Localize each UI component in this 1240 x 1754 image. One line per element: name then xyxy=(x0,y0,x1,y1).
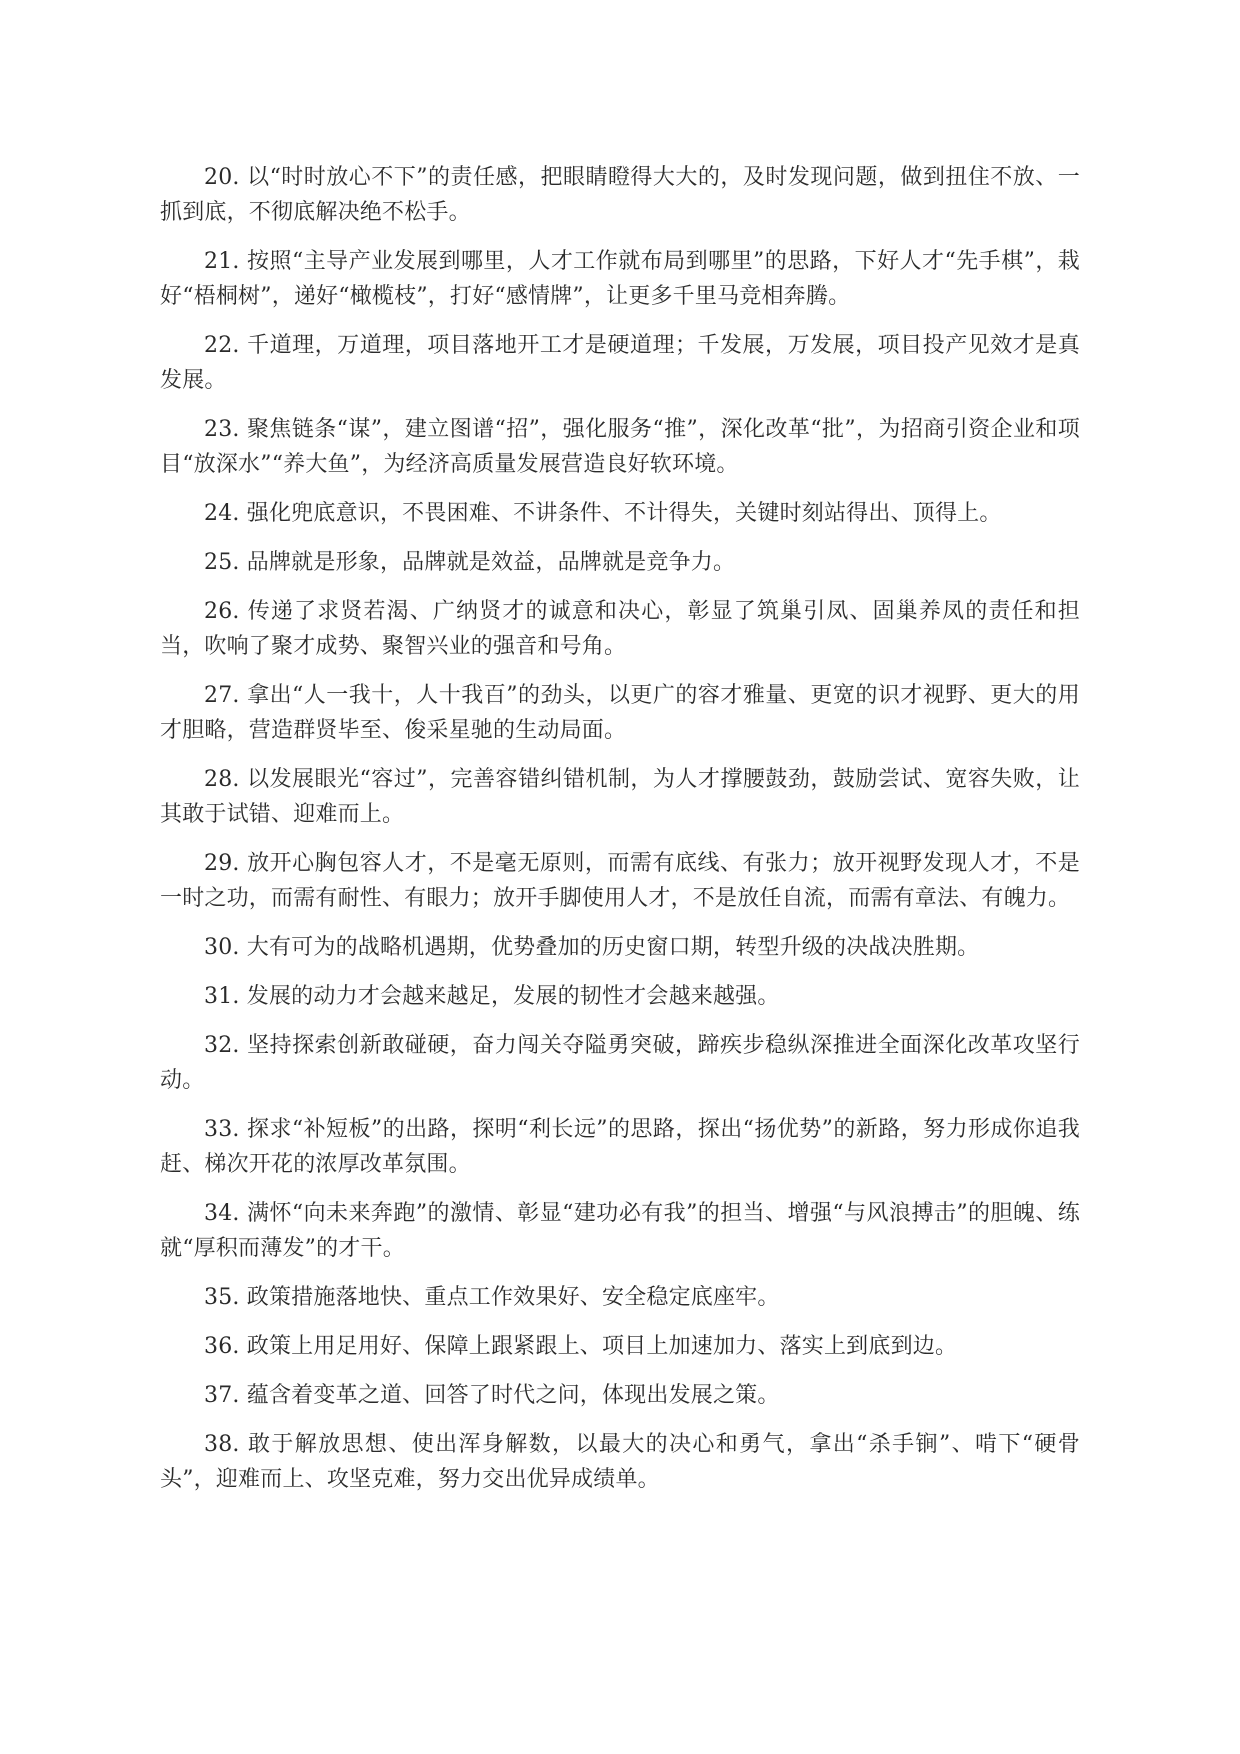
paragraph-29: 29. 放开心胸包容人才，不是毫无原则，而需有底线、有张力；放开视野发现人才，不是一时之功，而需有耐性、有眼力；放开手脚使用人才，不是放任自流，而需有章法、有魄力。 xyxy=(160,851,1080,911)
paragraph-21: 21. 按照“主导产业发展到哪里，人才工作就布局到哪里”的思路，下好人才“先手棋”，栽好“梧桐树”，递好“橄榄枝”，打好“感情牌”，让更多千里马竞相奔腾。 xyxy=(160,249,1080,309)
paragraph-20: 20. 以“时时放心不下”的责任感，把眼睛瞪得大大的，及时发现问题，做到扭住不放、一抓到底，不彻底解决绝不松手。 xyxy=(160,165,1080,225)
paragraph-37: 37. 蕴含着变革之道、回答了时代之问，体现出发展之策。 xyxy=(204,1383,780,1408)
paragraph-36: 36. 政策上用足用好、保障上跟紧跟上、项目上加速加力、落实上到底到边。 xyxy=(204,1334,958,1359)
paragraph-33: 33. 探求“补短板”的出路，探明“利长远”的思路，探出“扬优势”的新路，努力形成你追我赶、梯次开花的浓厚改革氛围。 xyxy=(160,1117,1080,1177)
paragraph-25: 25. 品牌就是形象，品牌就是效益，品牌就是竞争力。 xyxy=(204,550,736,575)
paragraph-35: 35. 政策措施落地快、重点工作效果好、安全稳定底座牢。 xyxy=(204,1285,780,1310)
paragraph-31: 31. 发展的动力才会越来越足，发展的韧性才会越来越强。 xyxy=(204,984,780,1009)
document-page xyxy=(160,160,1080,1511)
paragraph-23: 23. 聚焦链条“谋”，建立图谱“招”，强化服务“推”，深化改革“批”，为招商引资企业和项目“放深水”“养大鱼”，为经济高质量发展营造良好软环境。 xyxy=(160,417,1080,477)
paragraph-34: 34. 满怀“向未来奔跑”的激情、彰显“建功必有我”的担当、增强“与风浪搏击”的胆魄、练就“厚积而薄发”的才干。 xyxy=(160,1201,1080,1261)
paragraph-22: 22. 千道理，万道理，项目落地开工才是硬道理；千发展，万发展，项目投产见效才是真发展。 xyxy=(160,333,1080,393)
paragraph-27: 27. 拿出“人一我十，人十我百”的劲头，以更广的容才雅量、更宽的识才视野、更大的用才胆略，营造群贤毕至、俊采星驰的生动局面。 xyxy=(160,683,1080,743)
paragraph-24: 24. 强化兜底意识，不畏困难、不讲条件、不计得失，关键时刻站得出、顶得上。 xyxy=(204,501,1002,526)
paragraph-28: 28. 以发展眼光“容过”，完善容错纠错机制，为人才撑腰鼓劲，鼓励尝试、宽容失败，让其敢于试错、迎难而上。 xyxy=(160,767,1080,827)
paragraph-30: 30. 大有可为的战略机遇期，优势叠加的历史窗口期，转型升级的决战决胜期。 xyxy=(204,935,980,960)
paragraph-38: 38. 敢于解放思想、使出浑身解数，以最大的决心和勇气，拿出“杀手锏”、啃下“硬骨头”，迎难而上、攻坚克难，努力交出优异成绩单。 xyxy=(160,1432,1080,1492)
paragraph-32: 32. 坚持探索创新敢碰硬，奋力闯关夺隘勇突破，蹄疾步稳纵深推进全面深化改革攻坚行动。 xyxy=(160,1033,1080,1093)
paragraph-26: 26. 传递了求贤若渴、广纳贤才的诚意和决心，彰显了筑巢引凤、固巢养凤的责任和担当，吹响了聚才成势、聚智兴业的强音和号角。 xyxy=(160,599,1080,659)
